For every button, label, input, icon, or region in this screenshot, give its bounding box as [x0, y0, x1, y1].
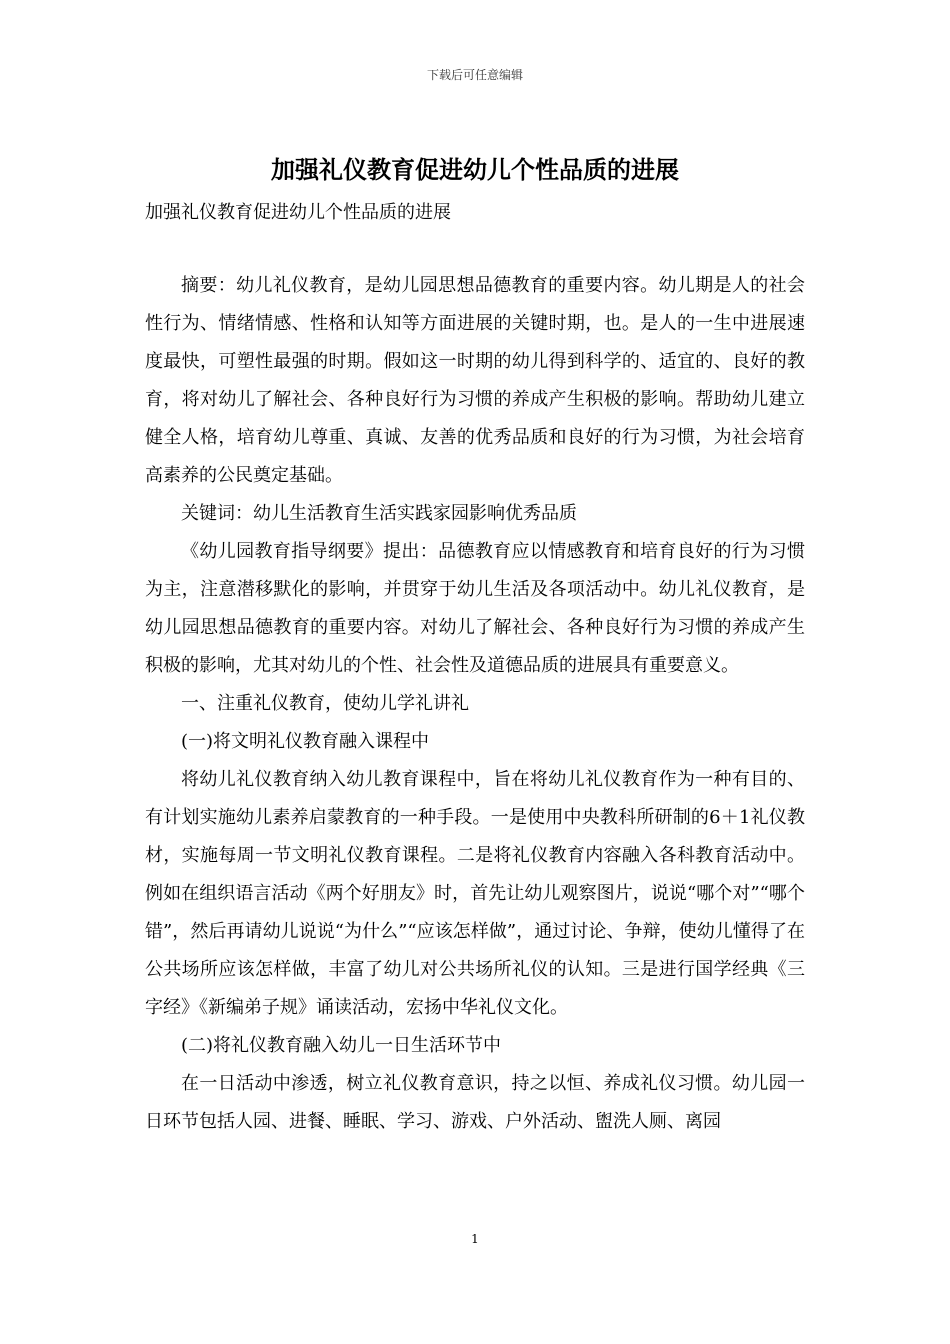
section-heading-1: 一、注重礼仪教育，使幼儿学礼讲礼	[181, 693, 469, 714]
page-header-note: 下载后可任意编辑	[426, 68, 523, 82]
paragraph-abstract: 摘要：幼儿礼仪教育，是幼儿园思想品德教育的重要内容。幼儿期是人的社会性行为、情绪情感、性格和认知等方面进展的关键时期，也。是人的一生中进展速度最快，可塑性最强的时期。假如这一时期的幼儿得到科学的、适宜的、良好的教育，将对幼儿了解社会、各种良好行为习惯的养成产生积极的影响。帮助幼儿建立健全人格，培育幼儿尊重、真诚、友善的优秀品质和良好的行为习惯，为社会培育高素养的公民奠定基础。	[145, 275, 805, 486]
page-number: 1	[471, 1232, 479, 1246]
document-title: 加强礼仪教育促进幼儿个性品质的进展	[271, 155, 679, 184]
paragraph-guideline: 《幼儿园教育指导纲要》提出：品德教育应以情感教育和培育良好的行为习惯为主，注意潜移默化的影响，并贯穿于幼儿生活及各项活动中。幼儿礼仪教育，是幼儿园思想品德教育的重要内容。对幼儿了解社会、各种良好行为习惯的养成产生积极的影响，尤其对幼儿的个性、社会性及道德品质的进展具有重要意义。	[145, 541, 805, 676]
subsection-heading-2: (二)将礼仪教育融入幼儿一日生活环节中	[181, 1035, 502, 1056]
document-subtitle: 加强礼仪教育促进幼儿个性品质的进展	[145, 202, 451, 223]
document-body	[145, 267, 805, 1141]
paragraph-daily-life: 在一日活动中渗透，树立礼仪教育意识，持之以恒、养成礼仪习惯。幼儿园一日环节包括人园、进餐、睡眠、学习、游戏、户外活动、盥洗人厕、离园	[145, 1073, 805, 1132]
subsection-heading-1: (一)将文明礼仪教育融入课程中	[181, 731, 430, 752]
paragraph-curriculum: 将幼儿礼仪教育纳入幼儿教育课程中，旨在将幼儿礼仪教育作为一种有目的、有计划实施幼儿素养启蒙教育的一种手段。一是使用中央教科所研制的6＋1礼仪教材，实施每周一节文明礼仪教育课程。二是将礼仪教育内容融入各科教育活动中。例如在组织语言活动《两个好朋友》时，首先让幼儿观察图片，说说“哪个对”“哪个错”，然后再请幼儿说说“为什么”“应该怎样做”，通过讨论、争辩，使幼儿懂得了在公共场所应该怎样做，丰富了幼儿对公共场所礼仪的认知。三是进行国学经典《三字经》《新编弟子规》诵读活动，宏扬中华礼仪文化。	[145, 769, 805, 1018]
paragraph-keywords: 关键词：幼儿生活教育生活实践家园影响优秀品质	[181, 503, 577, 524]
